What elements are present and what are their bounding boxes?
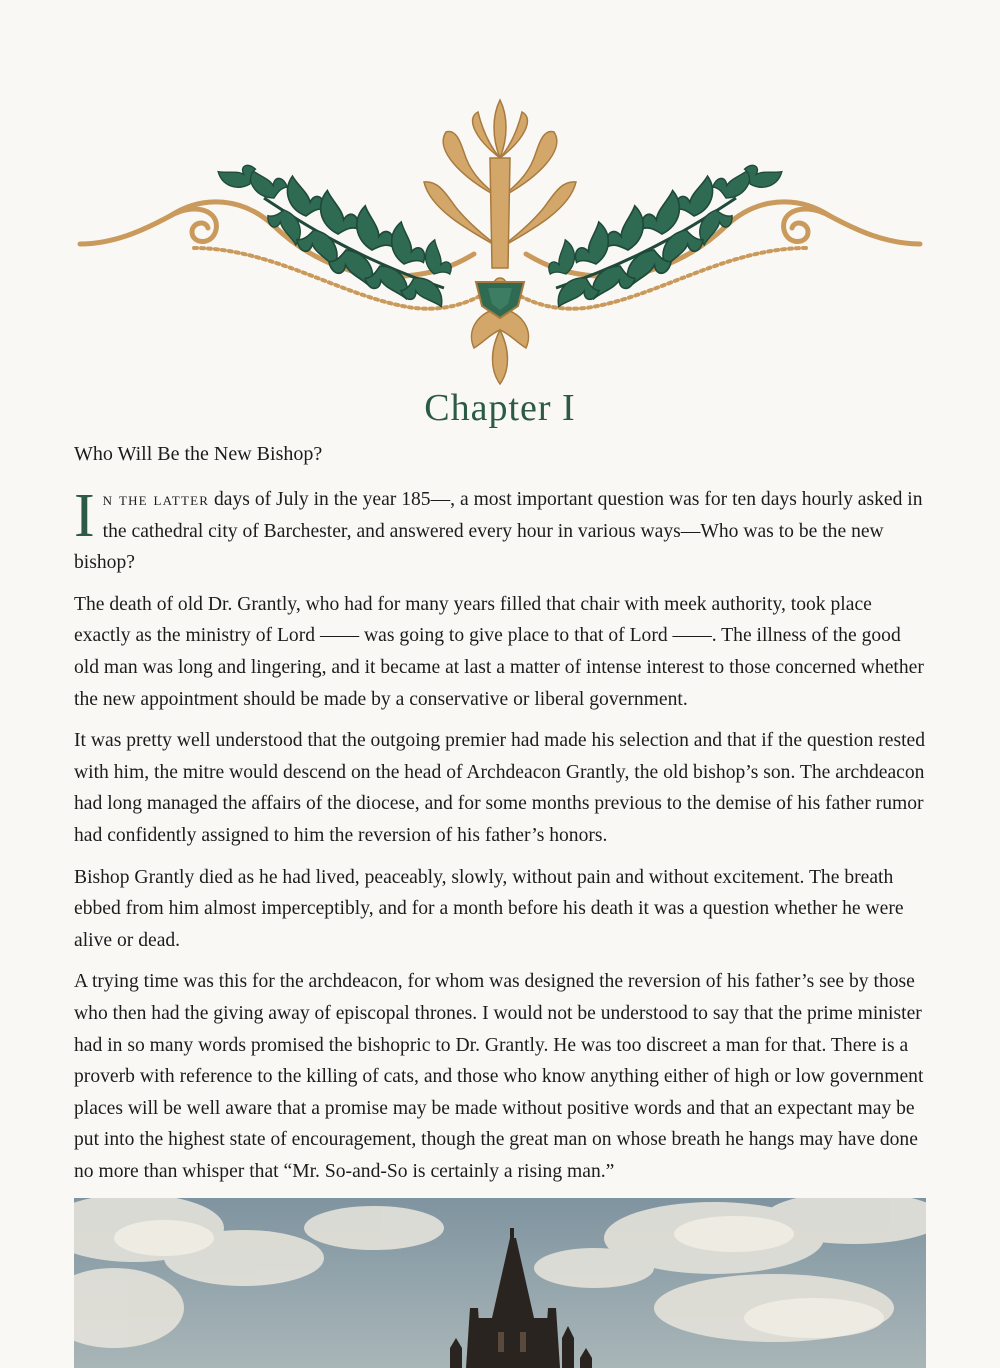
- chapter-ornament-icon: [74, 98, 926, 388]
- paragraph-4: Bishop Grantly died as he had lived, peaceably, slowly, without pain and without excitement. The breath ebbed from him almost imperceptibly, and for a month before his death it was a question whether he were alive or dead.: [74, 866, 904, 951]
- cathedral-painting-icon: [74, 1198, 926, 1368]
- paragraph-1-text: days of July in the year 185––, a most important question was for ten days hourly asked in the cathedral city of Barchester, and answered every hour in various ways—Who was to be the new bishop?: [74, 489, 923, 574]
- chapter-body: [74, 484, 926, 1197]
- chapter-title: Chapter I: [424, 387, 576, 429]
- drop-cap: I: [74, 482, 95, 550]
- paragraph-2: The death of old Dr. Grantly, who had for many years filled that chair with meek authority, took place exactly as the ministry of Lord –––– was going to give place to that of Lord ––––. The illness of the good old man was long and lingering, and it became at last a matter of intense interest to those concerned whether the new appointment should be made by a conservative or liberal government.: [74, 593, 924, 710]
- paragraph-3: It was pretty well understood that the outgoing premier had made his selection and that if the question rested with him, the mitre would descend on the head of Archdeacon Grantly, the old bishop’s son. The archdeacon had long managed the affairs of the diocese, and for some months previous to the demise of his father rumor had confidently assigned to him the reversion of his father’s honors.: [74, 730, 926, 846]
- chapter-subtitle: Who Will Be the New Bishop?: [74, 443, 323, 465]
- paragraph-5: A trying time was this for the archdeacon, for whom was designed the reversion of his father’s see by those who then had the giving away of episcopal thrones. I would not be understood to say that the prime minister had in so many words promised the bishopric to Dr. Grantly. He was too discreet a man for that. There is a proverb with reference to the killing of cats, and those who know anything either of high or low government places will be well aware that a promise may be made without positive words and that an expectant may be put into the highest state of encouragement, though the great man on whose breath he hangs may have done no more than whisper that “Mr. So-and-So is certainly a rising man.”: [74, 971, 924, 1182]
- paragraph-1: [74, 484, 926, 579]
- cathedral-painting: [74, 1198, 926, 1368]
- lead-in-smallcaps: n the latter: [102, 489, 210, 509]
